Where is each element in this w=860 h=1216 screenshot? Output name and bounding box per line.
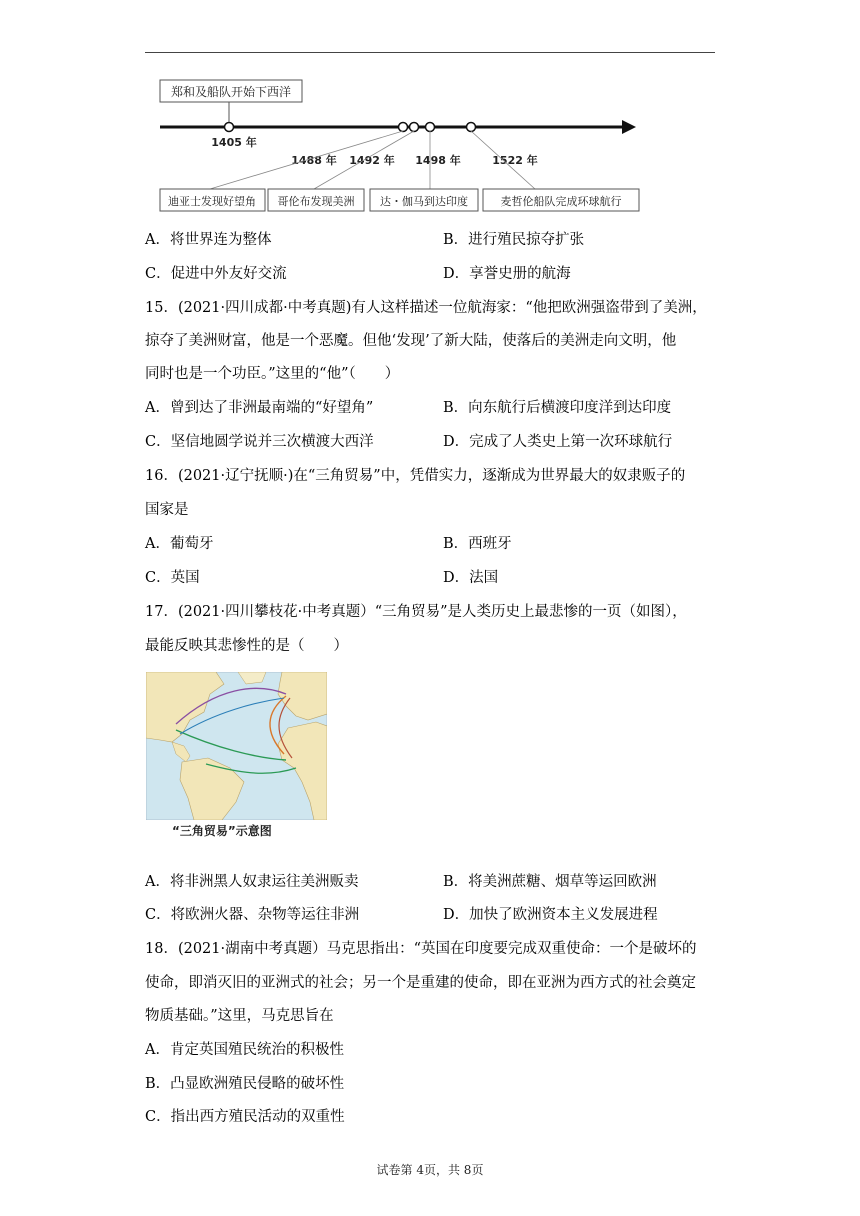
timeline-year-1522: 1522 年	[492, 154, 538, 167]
timeline-arrowhead	[622, 120, 636, 134]
timeline-box-3-label: 达・伽马到达印度	[380, 195, 468, 208]
timeline-dot-1522	[467, 123, 476, 132]
q15-stem-line-3: 同时也是一个功臣。”这里的“他”（ ）	[145, 366, 400, 382]
q17-stem-line-2: 最能反映其悲惨性的是（ ）	[145, 638, 348, 654]
timeline-figure	[150, 76, 650, 216]
q17-option-a[interactable]: A．将非洲黑人奴隶运往美洲贩卖	[145, 874, 359, 890]
q15-stem-line-2: 掠夺了美洲财富，他是一个恶魔。但他‘发现’了新大陆，使落后的美洲走向文明，他	[145, 333, 677, 349]
q14-option-d[interactable]: D．享誉史册的航海	[443, 266, 571, 282]
q15-option-b[interactable]: B．向东航行后横渡印度洋到达印度	[443, 400, 672, 416]
q17-option-d[interactable]: D．加快了欧洲资本主义发展进程	[443, 907, 658, 923]
q18-stem-line-1: 18．(2021·湖南中考真题）马克思指出：“英国在印度要完成双重使命：一个是破坏的	[145, 941, 697, 957]
q17-stem-line-1: 17．(2021·四川攀枝花·中考真题）“三角贸易”是人类历史上最悲惨的一页（如图），	[145, 604, 687, 620]
timeline-year-1492: 1492 年	[349, 154, 395, 167]
q16-option-a[interactable]: A．葡萄牙	[145, 536, 214, 552]
timeline-dot-1488	[399, 123, 408, 132]
q18-option-c[interactable]: C．指出西方殖民活动的双重性	[145, 1109, 345, 1125]
q17-option-c[interactable]: C．将欧洲火器、杂物等运往非洲	[145, 907, 360, 923]
q16-option-b[interactable]: B．西班牙	[443, 536, 512, 552]
q16-option-d[interactable]: D．法国	[443, 570, 499, 586]
q18-stem-line-3: 物质基础。”这里，马克思旨在	[145, 1008, 334, 1024]
map-caption: “三角贸易”示意图	[172, 824, 272, 838]
timeline-dot-1492	[410, 123, 419, 132]
header-rule	[145, 52, 715, 53]
q16-option-c[interactable]: C．英国	[145, 570, 200, 586]
q18-option-a[interactable]: A．肯定英国殖民统治的积极性	[145, 1042, 344, 1058]
page-footer: 试卷第 4页，共 8页	[376, 1163, 484, 1177]
timeline-dot-1405	[225, 123, 234, 132]
q15-stem-line-1: 15．(2021·四川成都·中考真题)有人这样描述一位航海家：“他把欧洲强盗带到了美洲，	[145, 300, 707, 316]
timeline-year-1498: 1498 年	[415, 154, 461, 167]
q15-option-d[interactable]: D．完成了人类史上第一次环球航行	[443, 434, 673, 450]
timeline-box-1-label: 迪亚士发现好望角	[168, 195, 256, 208]
q14-option-b[interactable]: B．进行殖民掠夺扩张	[443, 232, 585, 248]
timeline-box-2-label: 哥伦布发现美洲	[277, 195, 355, 208]
q18-option-b[interactable]: B．凸显欧洲殖民侵略的破坏性	[145, 1076, 345, 1092]
q17-option-b[interactable]: B．将美洲蔗糖、烟草等运回欧洲	[443, 874, 657, 890]
timeline-year-1488: 1488 年	[291, 154, 337, 167]
q16-stem-line-1: 16．(2021·辽宁抚顺·)在“三角贸易”中，凭借实力，逐渐成为世界最大的奴隶贩子的	[145, 468, 686, 484]
timeline-box-4-label: 麦哲伦船队完成环球航行	[500, 195, 622, 208]
timeline-dot-1498	[426, 123, 435, 132]
q15-option-c[interactable]: C．坚信地圆学说并三次横渡大西洋	[145, 434, 374, 450]
q18-stem-line-2: 使命，即消灭旧的亚洲式的社会；另一个是重建的使命，即在亚洲为西方式的社会奠定	[145, 975, 696, 991]
q14-option-a[interactable]: A．将世界连为整体	[145, 232, 272, 248]
q16-stem-line-2: 国家是	[145, 502, 189, 518]
triangle-trade-map	[146, 672, 327, 844]
timeline-top-box-label: 郑和及船队开始下西洋	[170, 85, 292, 99]
q15-option-a[interactable]: A．曾到达了非洲最南端的“好望角”	[145, 400, 374, 416]
timeline-year-1405: 1405 年	[211, 136, 257, 149]
q14-option-c[interactable]: C．促进中外友好交流	[145, 266, 287, 282]
